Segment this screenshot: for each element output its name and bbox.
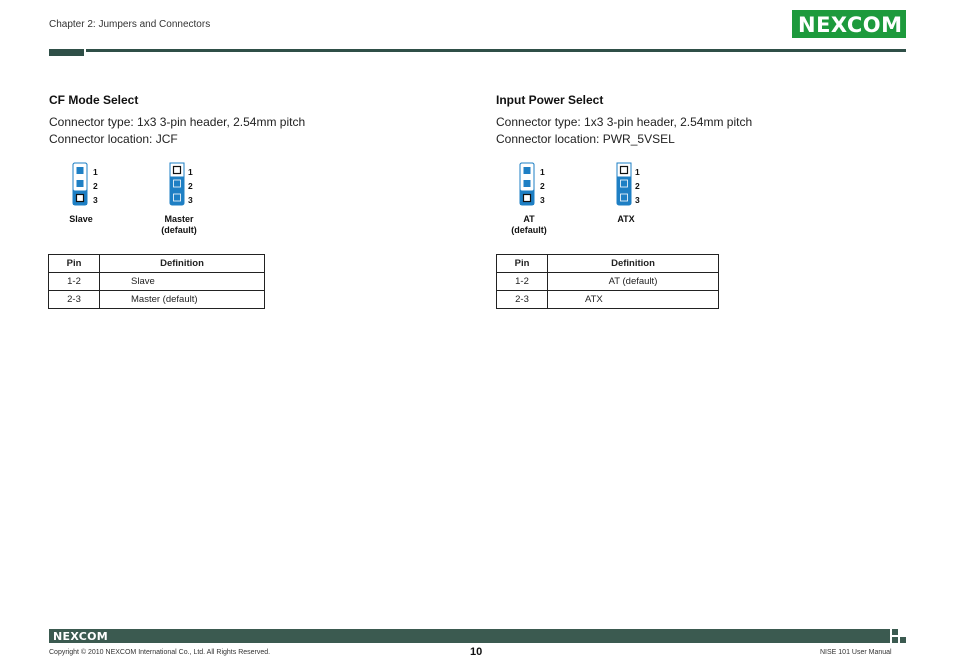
- connector-location-jcf: Connector location: JCF: [49, 132, 178, 146]
- pin-number: 3: [635, 195, 640, 205]
- jumper-label-master: Master (default): [161, 214, 197, 235]
- jumper-diagram-master: [167, 161, 207, 209]
- pin-number: 1: [188, 167, 193, 177]
- table-row: [497, 291, 719, 309]
- column-header: Pin: [497, 255, 548, 273]
- pin-number: 1: [635, 167, 640, 177]
- jumper-diagram-at: [517, 161, 557, 209]
- pin-number: 3: [540, 195, 545, 205]
- header-rule: [86, 49, 906, 52]
- table-cell: Master (default): [100, 291, 265, 309]
- pin-number: 3: [188, 195, 193, 205]
- table-header-row: [49, 255, 265, 273]
- jumper-label-at: AT (default): [511, 214, 547, 235]
- pin-number: 2: [635, 181, 640, 191]
- table-cell: 1-2: [497, 273, 548, 291]
- header-rule-block: [49, 49, 84, 56]
- column-header: Definition: [548, 255, 719, 273]
- jumper-label-atx: ATX: [617, 214, 635, 224]
- manual-title: NISE 101 User Manual: [820, 649, 892, 656]
- pin-number: 2: [93, 181, 98, 191]
- table-header-row: [497, 255, 719, 273]
- footer-square: [892, 629, 898, 635]
- footer-bar: [49, 629, 890, 643]
- page-number: 10: [470, 646, 483, 658]
- table-cell: Slave: [100, 273, 265, 291]
- table-row: [49, 273, 265, 291]
- pin-number: 1: [540, 167, 545, 177]
- pin-number: 3: [93, 195, 98, 205]
- pin-number: 2: [188, 181, 193, 191]
- table-row: [497, 273, 719, 291]
- table-cell: 2-3: [49, 291, 100, 309]
- section-title-cf-mode: CF Mode Select: [49, 93, 139, 107]
- table-row: [49, 291, 265, 309]
- cf-mode-table: [48, 254, 265, 309]
- jumper-diagram-slave: [70, 161, 110, 209]
- input-power-table: [496, 254, 719, 309]
- footer-square: [900, 637, 906, 643]
- jumper-label-slave: Slave: [69, 214, 93, 224]
- table-cell: 1-2: [49, 273, 100, 291]
- connector-type-jcf: Connector type: 1x3 3-pin header, 2.54mm pitch: [49, 115, 306, 129]
- connector-type-pwr: Connector type: 1x3 3-pin header, 2.54mm pitch: [496, 115, 753, 129]
- jumper-diagram-atx: [614, 161, 654, 209]
- section-title-input-power: Input Power Select: [496, 93, 604, 107]
- footer-logo: NEXCOM: [53, 630, 108, 643]
- column-header: Pin: [49, 255, 100, 273]
- nexcom-logo: [792, 10, 906, 38]
- column-header: Definition: [100, 255, 265, 273]
- table-cell: ATX: [548, 291, 719, 309]
- pin-number: 2: [540, 181, 545, 191]
- table-cell: AT (default): [548, 273, 719, 291]
- table-cell: 2-3: [497, 291, 548, 309]
- copyright-text: Copyright © 2010 NEXCOM International Co., Ltd. All Rights Reserved.: [49, 649, 271, 656]
- logo-text: NEXCOM: [798, 13, 903, 37]
- footer-square: [892, 637, 898, 643]
- connector-location-pwr: Connector location: PWR_5VSEL: [496, 132, 675, 146]
- pin-number: 1: [93, 167, 98, 177]
- chapter-title: Chapter 2: Jumpers and Connectors: [49, 19, 211, 30]
